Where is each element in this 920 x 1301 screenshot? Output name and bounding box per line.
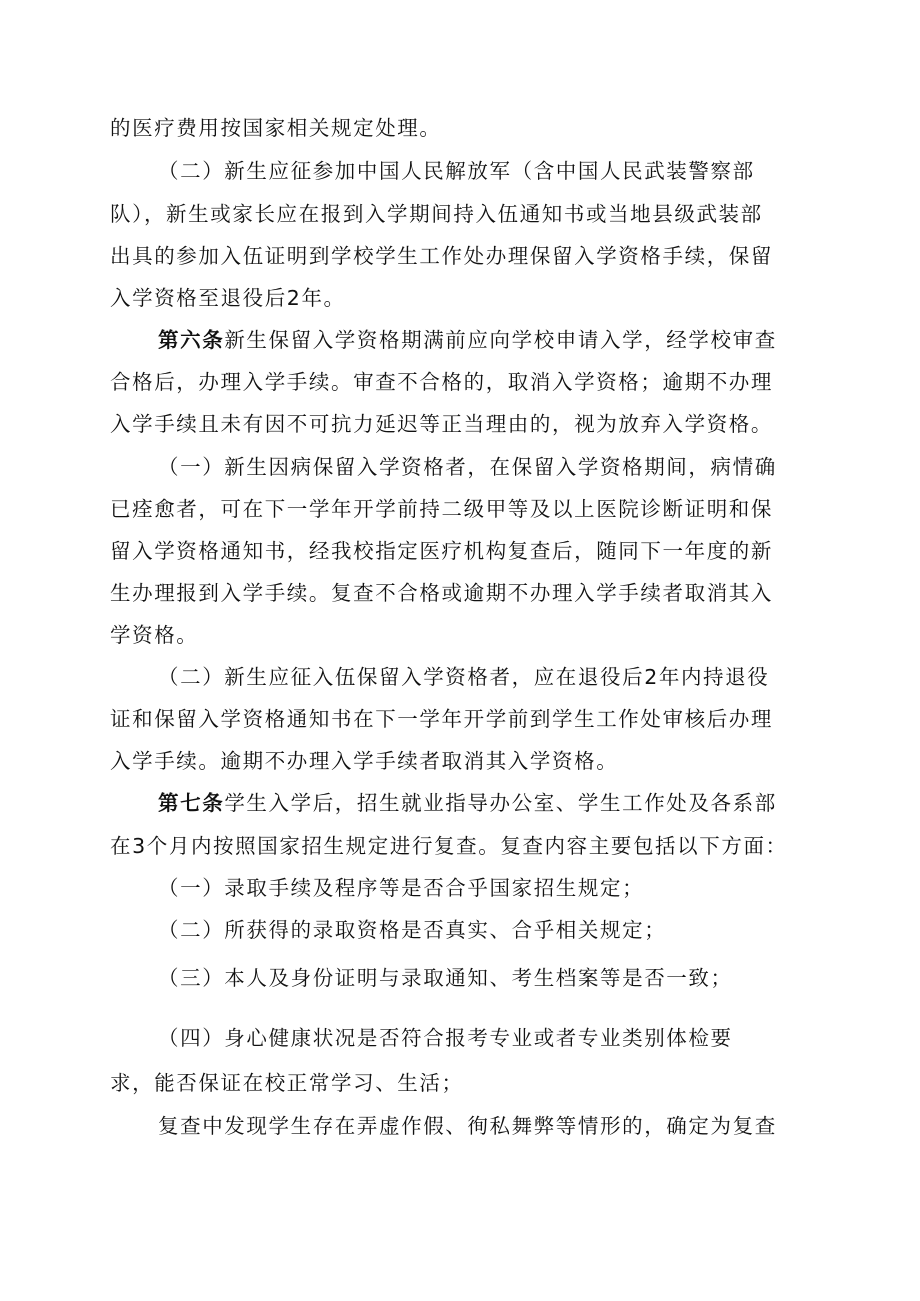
text-line: 生办理报到入学手续。复查不合格或逾期不办理入学手续者取消其入 <box>110 581 773 605</box>
text-line: 入学手续且未有因不可抗力延迟等正当理由的，视为放弃入学资格。 <box>110 412 773 436</box>
text-line: 合格后，办理入学手续。审查不合格的，取消入学资格；逾期不办理 <box>110 370 773 394</box>
text-line: 已痊愈者，可在下一学年开学前持二级甲等及以上医院诊断证明和保 <box>110 497 773 521</box>
text-line: 出具的参加入伍证明到学校学生工作处办理保留入学资格手续，保留 <box>110 244 773 268</box>
article-seven-heading: 第七条 <box>158 791 225 815</box>
list-item: （三）本人及身份证明与录取通知、考生档案等是否一致； <box>158 966 733 990</box>
article-six-heading: 第六条 <box>158 328 225 352</box>
article-seven-paragraph <box>158 790 777 816</box>
text-line: 入学手续。逾期不办理入学手续者取消其入学资格。 <box>110 749 619 773</box>
list-item: （一）录取手续及程序等是否合乎国家招生规定； <box>158 876 645 900</box>
text-line: 队），新生或家长应在报到入学期间持入伍通知书或当地县级武装部 <box>110 202 763 226</box>
text-line: 留入学资格通知书，经我校指定医疗机构复查后，随同下一年度的新 <box>110 539 773 563</box>
text-line: 新生保留入学资格期满前应向学校申请入学，经学校审查 <box>224 328 777 352</box>
text-line: （二）新生应征参加中国人民解放军（含中国人民武装警察部 <box>158 159 755 183</box>
text-line: 求，能否保证在校正常学习、生活； <box>110 1071 464 1095</box>
article-six-paragraph <box>158 327 777 353</box>
text-line: 在3个月内按照国家招生规定进行复查。复查内容主要包括以下方面： <box>110 834 788 858</box>
text-line: 的医疗费用按国家相关规定处理。 <box>110 116 442 140</box>
text-line: （二）新生应征入伍保留入学资格者，应在退役后2年内持退役 <box>158 665 770 689</box>
list-item: （二）所获得的录取资格是否真实、合乎相关规定； <box>158 918 667 942</box>
list-item: （四）身心健康状况是否符合报考专业或者专业类别体检要 <box>158 1026 733 1050</box>
text-line: 学生入学后，招生就业指导办公室、学生工作处及各系部 <box>224 791 777 815</box>
text-line: （一）新生因病保留入学资格者，在保留入学资格期间，病情确 <box>158 455 777 479</box>
text-line: 证和保留入学资格通知书在下一学年开学前到学生工作处审核后办理 <box>110 707 773 731</box>
text-line: 入学资格至退役后2年。 <box>110 286 346 310</box>
text-line: 学资格。 <box>110 623 199 647</box>
text-line: 复查中发现学生存在弄虚作假、徇私舞弊等情形的，确定为复查 <box>158 1114 777 1138</box>
